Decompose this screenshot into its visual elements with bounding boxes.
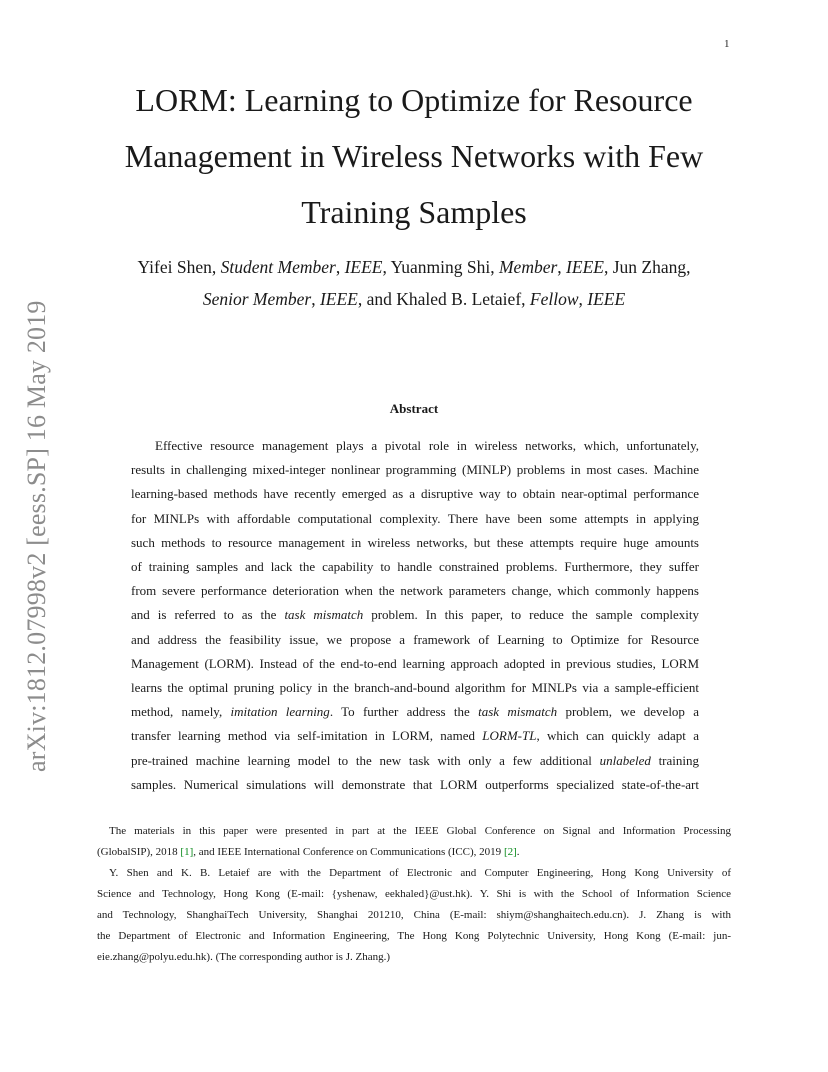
author-membership: Student Member [220, 257, 336, 277]
author-text: , [578, 289, 588, 309]
footnote-line: eie.zhang@polyu.edu.hk). (The corresponding author is J. Zhang.) [97, 951, 390, 963]
author-text: , Yuanming Shi, [382, 257, 499, 277]
footnote-line: (GlobalSIP), 2018 [ 1 ] , and IEEE International Conference on Communications (ICC), 2019 [ 2 ] . [97, 842, 731, 863]
emphasis-term: LORM-TL [482, 728, 537, 744]
abstract-line: from severe performance deterioration when the network parameters change, which commonly happens [131, 583, 699, 599]
title-line: LORM: Learning to Optimize for Resource [135, 82, 693, 118]
author-membership: IEEE [319, 289, 358, 309]
footnote-line: The materials in this paper were presented in part at the IEEE Global Conference on Signal and Information Processing [109, 825, 731, 837]
author-membership: Fellow [529, 289, 579, 309]
abstract-line: and is referred to as the task mismatch problem. In this paper, to reduce the sample complexity [131, 607, 699, 623]
author-text: , [557, 257, 567, 277]
abstract-line: Management (LORM). Instead of the end-to-end learning approach adopted in previous studies, LORM [131, 655, 699, 671]
abstract-body [131, 434, 699, 797]
citation-link[interactable]: [ 1 ] [180, 846, 193, 858]
author-text: , Jun Zhang, [603, 257, 691, 277]
author-list [60, 251, 768, 315]
abstract-line: learning-based methods have recently emerged as a disruptive way to obtain near-optimal performance [131, 486, 699, 502]
author-text: , and Khaled B. Letaief, [357, 289, 530, 309]
abstract-line: transfer learning method via self-imitation in LORM, named LORM-TL, which can quickly adapt a [131, 728, 700, 744]
emphasis-term: imitation learning [230, 704, 330, 720]
abstract-line: such methods to resource management in wireless networks, but these attempts require huge amounts [131, 534, 699, 550]
abstract-line: learns the optimal pruning policy in the branch-and-bound algorithm for MINLPs via a sample-efficient [131, 680, 699, 696]
author-line-1 [60, 251, 768, 283]
title-line: Management in Wireless Networks with Few [124, 138, 704, 174]
abstract-line: Effective resource management plays a pivotal role in wireless networks, which, unfortunately, [155, 438, 699, 453]
page-number: 1 [724, 38, 730, 50]
abstract-line: and address the feasibility issue, we propose a framework of Learning to Optimize for Resource [131, 631, 699, 647]
emphasis-term: unlabeled [599, 752, 651, 768]
author-membership: Member [498, 257, 558, 277]
abstract-line: for MINLPs with affordable computational complexity. There have been some attempts in applying [131, 510, 699, 526]
emphasis-term: task mismatch [478, 704, 558, 720]
footnote-line: Science and Technology, Hong Kong (E-mail: {yshenaw, eekhaled}@ust.hk). Y. Shi is with the School of Information Science [97, 888, 731, 900]
author-text: , [335, 257, 345, 277]
footnote-line: the Department of Electronic and Information Engineering, The Hong Kong Polytechnic University, Hong Kong (E-mail: jun- [97, 930, 731, 942]
abstract-line: method, namely, imitation learning. To further address the task mismatch problem, we develop a [131, 704, 699, 720]
footnote-line: Y. Shen and K. B. Letaief are with the Department of Electronic and Computer Engineering, Hong Kong University of [109, 867, 731, 879]
author-text: Yifei Shen, [137, 257, 221, 277]
emphasis-term: task mismatch [284, 607, 364, 623]
author-membership: IEEE [566, 257, 604, 277]
footnote-line: and Technology, ShanghaiTech University, Shanghai 201210, China (E-mail: shiym@shanghaitech.edu.cn). J. Zhang is with [97, 909, 731, 921]
abstract-line: results in challenging mixed-integer nonlinear programming (MINLP) problems in most cases. Machine [131, 462, 699, 478]
abstract-line: samples. Numerical simulations will demonstrate that LORM outperforms specialized state-of-the-art [131, 776, 699, 792]
abstract-line: pre-trained machine learning model to the new task with only a few additional unlabeled training [131, 752, 699, 768]
footnotes [97, 821, 731, 968]
author-membership: IEEE [587, 289, 626, 309]
citation-link[interactable]: [ 2 ] [504, 846, 517, 858]
abstract-heading: Abstract [389, 401, 439, 416]
arxiv-identifier-stamp: arXiv:1812.07998v2 [eess.SP] 16 May 2019 [22, 300, 51, 772]
author-line-2 [60, 283, 768, 315]
author-membership: IEEE [344, 257, 383, 277]
author-membership: Senior Member [202, 289, 312, 309]
author-text: , [311, 289, 320, 309]
abstract-line: of training samples and lack the capability to handle constrained problems. Furthermore, they suffer [131, 559, 699, 575]
title-line: Training Samples [301, 194, 527, 230]
paper-title [80, 72, 748, 240]
